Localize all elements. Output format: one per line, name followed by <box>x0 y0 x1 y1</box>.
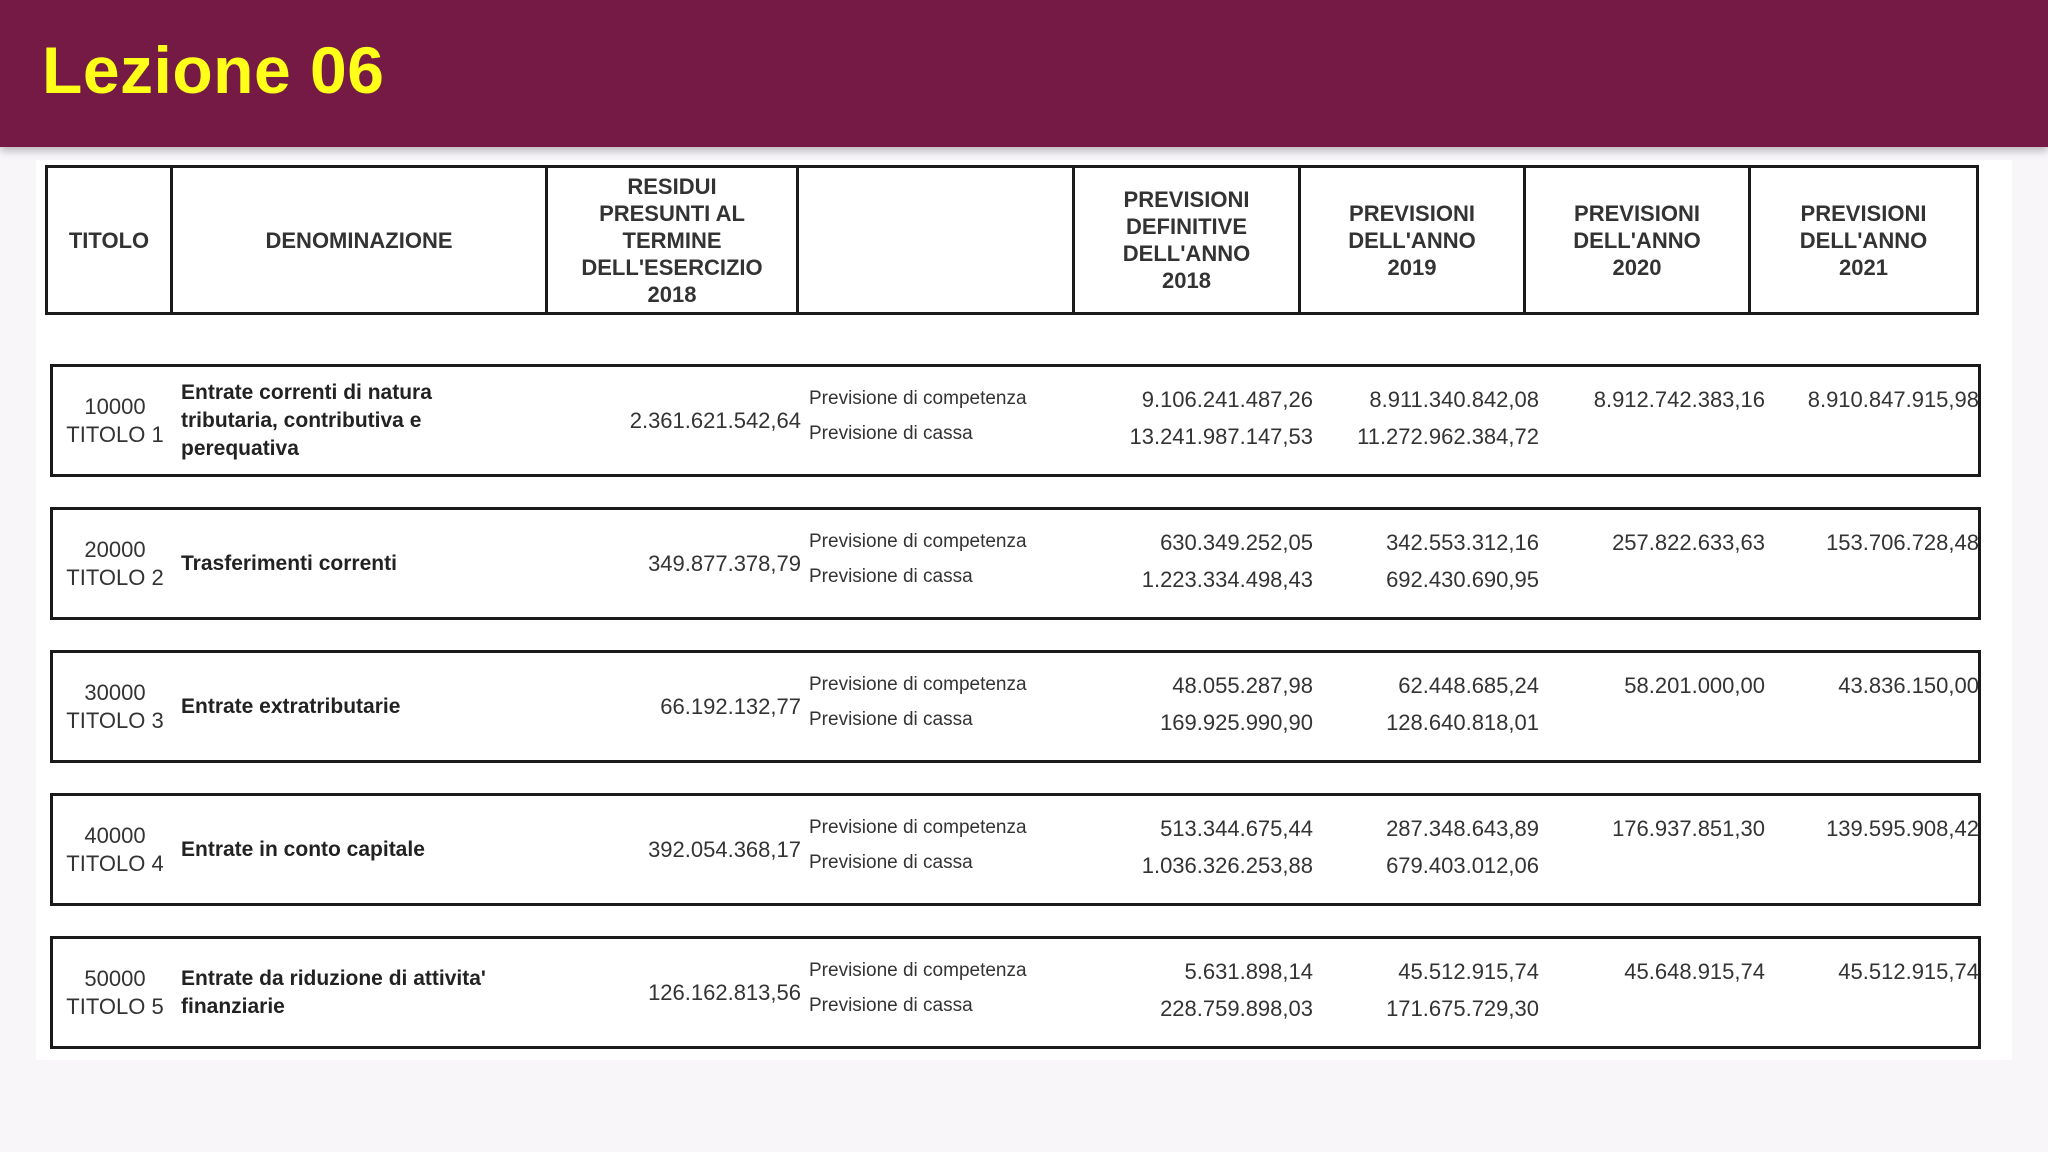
row-previsioni-2021: 139.595.908,42 <box>1826 816 1979 841</box>
row-previsioni-2021: 45.512.915,74 <box>1838 959 1979 984</box>
row-labels: Previsione di competenza Previsione di cassa <box>809 960 1027 1016</box>
row-previsioni-2021: 8.910.847.915,98 <box>1807 387 1979 412</box>
header-denominazione: DENOMINAZIONE <box>173 168 548 312</box>
header-previsioni-2019: PREVISIONI DELL'ANNO 2019 <box>1301 168 1526 312</box>
row-denominazione: Entrate extratributarie <box>181 694 401 718</box>
row-residui: 392.054.368,17 <box>648 836 801 862</box>
row-previsioni-2018: 9.106.241.487,26 13.241.987.147,53 <box>1129 387 1313 449</box>
row-code: 40000 TITOLO 4 <box>66 822 164 876</box>
row-previsioni-2019: 62.448.685,24 128.640.818,01 <box>1386 673 1539 735</box>
row-previsioni-2018: 513.344.675,44 1.036.326.253,88 <box>1141 816 1313 878</box>
row-denominazione: Entrate correnti di natura tributaria, contributiva e perequativa <box>181 380 432 460</box>
row-previsioni-2019: 8.911.340.842,08 11.272.962.384,72 <box>1357 387 1539 449</box>
row-code: 50000 TITOLO 5 <box>66 965 164 1019</box>
table-row-titolo-2 <box>50 507 1981 620</box>
row-labels: Previsione di competenza Previsione di cassa <box>809 817 1027 873</box>
row-residui: 349.877.378,79 <box>648 550 801 576</box>
table-row-titolo-1 <box>50 364 1981 477</box>
header-previsioni-2020: PREVISIONI DELL'ANNO 2020 <box>1526 168 1751 312</box>
row-code: 20000 TITOLO 2 <box>66 536 164 590</box>
row-residui: 2.361.621.542,64 <box>629 407 801 433</box>
row-previsioni-2019: 342.553.312,16 692.430.690,95 <box>1386 530 1539 592</box>
row-denominazione: Trasferimenti correnti <box>181 551 397 575</box>
row-code: 10000 TITOLO 1 <box>66 393 164 447</box>
row-code: 30000 TITOLO 3 <box>66 679 164 733</box>
header-titolo: TITOLO <box>48 168 173 312</box>
table-header <box>45 165 1979 315</box>
row-previsioni-2019: 45.512.915,74 171.675.729,30 <box>1386 959 1539 1021</box>
table-row-titolo-3 <box>50 650 1981 763</box>
row-denominazione: Entrate da riduzione di attivita' finanziarie <box>181 966 486 1018</box>
row-previsioni-2020: 176.937.851,30 <box>1612 816 1765 841</box>
row-previsioni-2020: 45.648.915,74 <box>1624 959 1765 984</box>
row-previsioni-2019: 287.348.643,89 679.403.012,06 <box>1386 816 1539 878</box>
row-previsioni-2018: 630.349.252,05 1.223.334.498,43 <box>1141 530 1313 592</box>
row-labels: Previsione di competenza Previsione di cassa <box>809 531 1027 587</box>
row-labels: Previsione di competenza Previsione di cassa <box>809 388 1027 444</box>
header-previsioni-2021: PREVISIONI DELL'ANNO 2021 <box>1799 200 1928 280</box>
slide-header <box>0 0 2048 147</box>
row-previsioni-2020: 58.201.000,00 <box>1624 673 1765 698</box>
row-denominazione: Entrate in conto capitale <box>181 837 425 861</box>
row-previsioni-2020: 8.912.742.383,16 <box>1593 387 1765 412</box>
header-blank <box>799 168 1075 312</box>
row-previsioni-2021: 153.706.728,48 <box>1826 530 1979 555</box>
row-previsioni-2018: 5.631.898,14 228.759.898,03 <box>1160 959 1313 1021</box>
header-previsioni-2018: PREVISIONI DEFINITIVE DELL'ANNO 2018 <box>1075 168 1301 312</box>
table-row-titolo-4 <box>50 793 1981 906</box>
row-previsioni-2018: 48.055.287,98 169.925.990,90 <box>1160 673 1313 735</box>
row-residui: 126.162.813,56 <box>648 979 801 1005</box>
row-previsioni-2021: 43.836.150,00 <box>1838 673 1979 698</box>
slide-title: Lezione 06 <box>42 33 385 107</box>
row-previsioni-2020: 257.822.633,63 <box>1612 530 1765 555</box>
table-row-titolo-5 <box>50 936 1981 1049</box>
header-residui: RESIDUI PRESUNTI AL TERMINE DELL'ESERCIZIO 2018 <box>548 168 799 312</box>
row-residui: 66.192.132,77 <box>660 693 801 719</box>
budget-document <box>36 160 2012 1060</box>
row-labels: Previsione di competenza Previsione di cassa <box>809 674 1027 730</box>
